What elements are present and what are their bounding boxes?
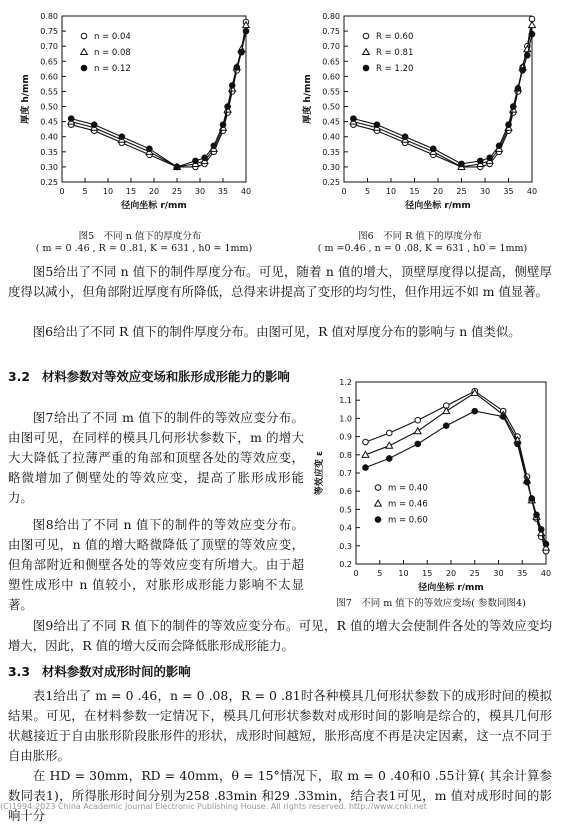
fig5-chart — [0, 0, 280, 228]
x-tick-label: 25 — [171, 187, 183, 196]
series-line-1 — [71, 22, 246, 167]
legend-label-1: m = 0.40 — [388, 483, 428, 494]
y-tick-label: 0.6 — [339, 487, 352, 497]
data-point-series-3 — [431, 146, 437, 152]
y-tick-label: 0.3 — [339, 541, 352, 551]
x-tick-label: 25 — [456, 187, 467, 196]
y-tick-label: 0.70 — [322, 42, 340, 52]
y-tick-label: 0.25 — [40, 178, 58, 187]
y-tick-label: 0.40 — [40, 132, 58, 142]
paragraph-fig6-discussion: 图6给出了不同 R 值下的制件厚度分布。由图可见，R 值对厚度分布的影响与 n 值类似。 — [32, 324, 521, 339]
data-point-series-2 — [386, 442, 393, 448]
y-tick-label: 0.45 — [40, 117, 58, 127]
data-point-series-2 — [443, 408, 450, 414]
y-tick-label: 0.9 — [339, 432, 352, 442]
y-tick-label: 0.50 — [40, 102, 58, 112]
data-point-series-3 — [374, 122, 380, 128]
series-line-1 — [366, 391, 547, 551]
x-tick-label: 15 — [125, 187, 137, 196]
data-point-series-3 — [510, 104, 516, 110]
fig5-params: ( m = 0 .46 , R = 0 .81, K = 631 , h0 = 1mm) — [35, 243, 253, 254]
data-point-series-3 — [68, 116, 74, 122]
y-tick-label: 0.4 — [339, 523, 352, 533]
legend-label-3: n = 0.12 — [94, 64, 131, 74]
data-point-series-3 — [472, 408, 478, 414]
legend-label-3: m = 0.60 — [388, 515, 428, 526]
data-point-series-3 — [402, 134, 408, 140]
data-point-series-3 — [202, 155, 208, 161]
y-tick-label: 0.60 — [40, 72, 58, 82]
legend-label-2: m = 0.46 — [388, 499, 428, 510]
y-tick-label: 0.80 — [322, 12, 340, 21]
data-point-series-3 — [193, 158, 199, 164]
data-point-series-3 — [543, 541, 549, 547]
data-point-series-3 — [386, 456, 392, 462]
x-tick-label: 30 — [194, 187, 206, 196]
y-tick-label: 0.25 — [322, 178, 340, 187]
y-tick-label: 0.30 — [322, 162, 340, 172]
x-tick-label: 15 — [409, 187, 420, 196]
x-tick-label: 25 — [469, 569, 480, 578]
data-point-series-3 — [506, 122, 512, 128]
data-point-series-3 — [487, 155, 493, 161]
data-point-series-3 — [524, 479, 530, 485]
data-point-series-3 — [534, 512, 540, 518]
y-tick-label: 0.75 — [40, 27, 58, 37]
section-title: 材料参数对等效应变场和胀形成形能力的影响 — [42, 369, 290, 384]
y-tick-label: 0.2 — [339, 560, 352, 569]
x-tick-label: 0 — [59, 187, 65, 196]
section-number: 3.3 — [8, 664, 30, 679]
data-point-series-3 — [500, 414, 506, 420]
y-axis-label: 厚度 h/mm — [21, 74, 31, 124]
fig7-chart — [306, 370, 561, 598]
data-point-series-3 — [459, 161, 465, 167]
paragraph-fig5-discussion: 图5给出了不同 n 值下的制件厚度分布。可见，随着 n 值的增大，顶壁厚度得以提高，侧壁厚度得以减小，但角部附近厚度有所降低，总得来讲提高了变形的均匀性，但作用远不如 m 值显著。 — [8, 264, 552, 299]
x-tick-label: 40 — [240, 187, 252, 196]
data-point-series-1 — [415, 417, 421, 423]
y-axis-label: 厚度 h/mm — [303, 74, 313, 124]
data-point-series-2 — [529, 22, 536, 28]
x-tick-label: 5 — [364, 187, 371, 196]
paragraph-fig9-discussion: 图9给出了不同 R 值下的制件的等效应变分布。可见，R 值的增大会使制件各处的等效应变均增大，因此，R 值的增大反而会降低胀形成形能力。 — [8, 618, 552, 653]
y-tick-label: 0.5 — [339, 505, 352, 515]
legend-marker-1 — [363, 33, 369, 39]
legend-marker-2 — [375, 500, 382, 506]
section-title: 材料参数对成形时间的影响 — [42, 664, 191, 679]
y-tick-label: 0.35 — [40, 147, 58, 157]
y-tick-label: 0.35 — [322, 147, 340, 157]
data-point-series-1 — [363, 439, 369, 445]
x-tick-label: 20 — [445, 569, 457, 578]
data-point-series-3 — [211, 143, 217, 149]
paragraph-fig7-discussion: 图7给出了不同 m 值下的制件的等效应变分布。由图可见，在同样的模具几何形状参数下，m 的增大大大降低了拉薄严重的角部和顶壁各处的等效应变，略微增加了侧壁处的等效应变，提高了胀形成形能力。 — [8, 410, 304, 505]
series-line-2 — [353, 25, 532, 167]
copyright-footer: (C)1994-2023 China Academic Journal Electronic Publishing House. All rights reserved. http://www.cnki.net — [0, 802, 427, 811]
x-tick-label: 20 — [148, 187, 160, 196]
legend-marker-3 — [81, 65, 87, 71]
data-point-series-1 — [386, 430, 392, 436]
y-tick-label: 0.65 — [322, 57, 340, 67]
x-tick-label: 0 — [353, 569, 359, 578]
data-point-series-3 — [225, 104, 231, 110]
data-point-series-3 — [415, 441, 421, 447]
data-point-series-3 — [147, 146, 153, 152]
legend-marker-2 — [81, 49, 88, 55]
series-line-2 — [71, 25, 246, 167]
x-tick-label: 15 — [422, 569, 433, 578]
legend-marker-1 — [81, 33, 87, 39]
data-point-series-3 — [529, 31, 535, 37]
x-tick-label: 5 — [377, 569, 383, 578]
section-number: 3.2 — [8, 369, 30, 384]
data-point-series-3 — [243, 28, 249, 34]
section-heading-3-2 — [8, 367, 302, 387]
plot-frame — [356, 382, 546, 564]
y-tick-label: 1.2 — [339, 378, 352, 387]
legend-label-2: n = 0.08 — [94, 48, 131, 58]
y-tick-label: 0.55 — [322, 87, 340, 97]
fig6-params: ( m =0.46 , n = 0 .08, K = 631 , h0 = 1mm) — [317, 243, 528, 254]
section-heading-3-3 — [8, 662, 552, 682]
x-tick-label: 5 — [82, 187, 88, 196]
x-tick-label: 10 — [398, 569, 409, 578]
x-axis-label: 径向坐标 r/mm — [405, 201, 471, 211]
data-point-series-3 — [515, 86, 521, 92]
y-tick-label: 0.65 — [40, 57, 58, 67]
data-point-series-3 — [91, 122, 97, 128]
y-tick-label: 0.80 — [40, 12, 58, 21]
legend-label-1: R = 0.60 — [376, 32, 414, 42]
legend-marker-3 — [363, 65, 369, 71]
x-tick-label: 30 — [493, 569, 504, 578]
y-tick-label: 0.70 — [40, 42, 58, 52]
paragraph-forming-time: 在 HD = 30mm，RD = 40mm，θ = 15°情况下，取 m = 0 .40和0 .55计算( 其余计算参数同表1)，所得胀形时间分别为258 .83min 和29 .33min，结合表1可见，m 值对成形时间的影响十分 — [8, 768, 552, 823]
data-point-series-3 — [174, 164, 180, 170]
y-tick-label: 0.60 — [322, 72, 340, 82]
y-tick-label: 0.50 — [322, 102, 340, 112]
x-tick-label: 40 — [540, 569, 552, 578]
data-point-series-3 — [529, 496, 535, 502]
x-tick-label: 40 — [526, 187, 538, 196]
paragraph-table1-discussion: 表1给出了 m = 0 .46，n = 0 .08，R = 0 .81时各种模具几何形状参数下的成形时间的模拟结果。可见，在材料参数一定情况下，模具几何形状参数对成形时间的影响是综合的，模具几何形状越接近于自由胀形阶段胀形件的形状，成形时间越短，胀形高度不再是决定因素，这一点不同于自由胀形。 — [8, 688, 552, 763]
y-tick-label: 0.8 — [339, 450, 352, 460]
data-point-series-3 — [234, 65, 240, 71]
y-tick-label: 0.40 — [322, 132, 340, 142]
data-point-series-3 — [520, 68, 526, 74]
legend-label-2: R = 0.81 — [376, 48, 414, 58]
legend-label-3: R = 1.20 — [376, 64, 414, 74]
y-tick-label: 0.45 — [322, 117, 340, 127]
y-tick-label: 0.30 — [40, 162, 58, 172]
legend-marker-1 — [375, 485, 381, 491]
x-tick-label: 10 — [102, 187, 114, 196]
fig6-caption: 图6 不同 R 值下的厚度分布 — [358, 231, 482, 242]
x-tick-label: 10 — [385, 187, 397, 196]
x-tick-label: 35 — [217, 187, 229, 196]
x-tick-label: 0 — [341, 187, 347, 196]
data-point-series-2 — [414, 428, 421, 434]
x-axis-label: 径向坐标 r/mm — [418, 583, 484, 593]
data-point-series-3 — [220, 122, 226, 128]
legend-marker-2 — [363, 49, 370, 55]
data-point-series-3 — [239, 49, 245, 55]
fig6-chart — [280, 0, 561, 228]
paragraph-fig8-discussion: 图8给出了不同 n 值下的制件的等效应变分布。由图可见，n 值的增大略微降低了顶壁的等效应变，但角部附近和侧壁各处的等效应变有所增大。由于超塑性成形中 n 值较小，对胀形成形能力影响不太显著。 — [8, 517, 304, 612]
legend-label-1: n = 0.04 — [94, 32, 131, 42]
data-point-series-3 — [443, 423, 449, 429]
data-point-series-3 — [515, 441, 521, 447]
data-point-series-3 — [478, 158, 484, 164]
y-tick-label: 1.1 — [339, 396, 352, 406]
y-tick-label: 0.55 — [40, 87, 58, 97]
data-point-series-3 — [363, 465, 369, 471]
x-tick-label: 35 — [503, 187, 514, 196]
y-tick-label: 0.75 — [322, 27, 340, 37]
y-tick-label: 1.0 — [339, 414, 352, 424]
data-point-series-3 — [496, 143, 502, 149]
data-point-series-3 — [538, 527, 544, 533]
x-tick-label: 35 — [517, 569, 528, 578]
y-axis-label: 等效应变 ε — [315, 450, 325, 496]
x-tick-label: 20 — [432, 187, 444, 196]
data-point-series-3 — [119, 134, 125, 140]
x-axis-label: 径向坐标 r/mm — [121, 201, 187, 211]
x-tick-label: 30 — [479, 187, 491, 196]
data-point-series-3 — [229, 83, 235, 89]
legend-marker-3 — [375, 517, 381, 523]
fig5-caption: 图5 不同 n 值下的厚度分布 — [78, 231, 202, 242]
data-point-series-3 — [525, 52, 531, 58]
y-tick-label: 0.7 — [339, 469, 352, 478]
fig7-caption: 图7 不同 m 值下的等效应变场( 参数同图4) — [336, 598, 526, 609]
data-point-series-3 — [351, 116, 357, 122]
